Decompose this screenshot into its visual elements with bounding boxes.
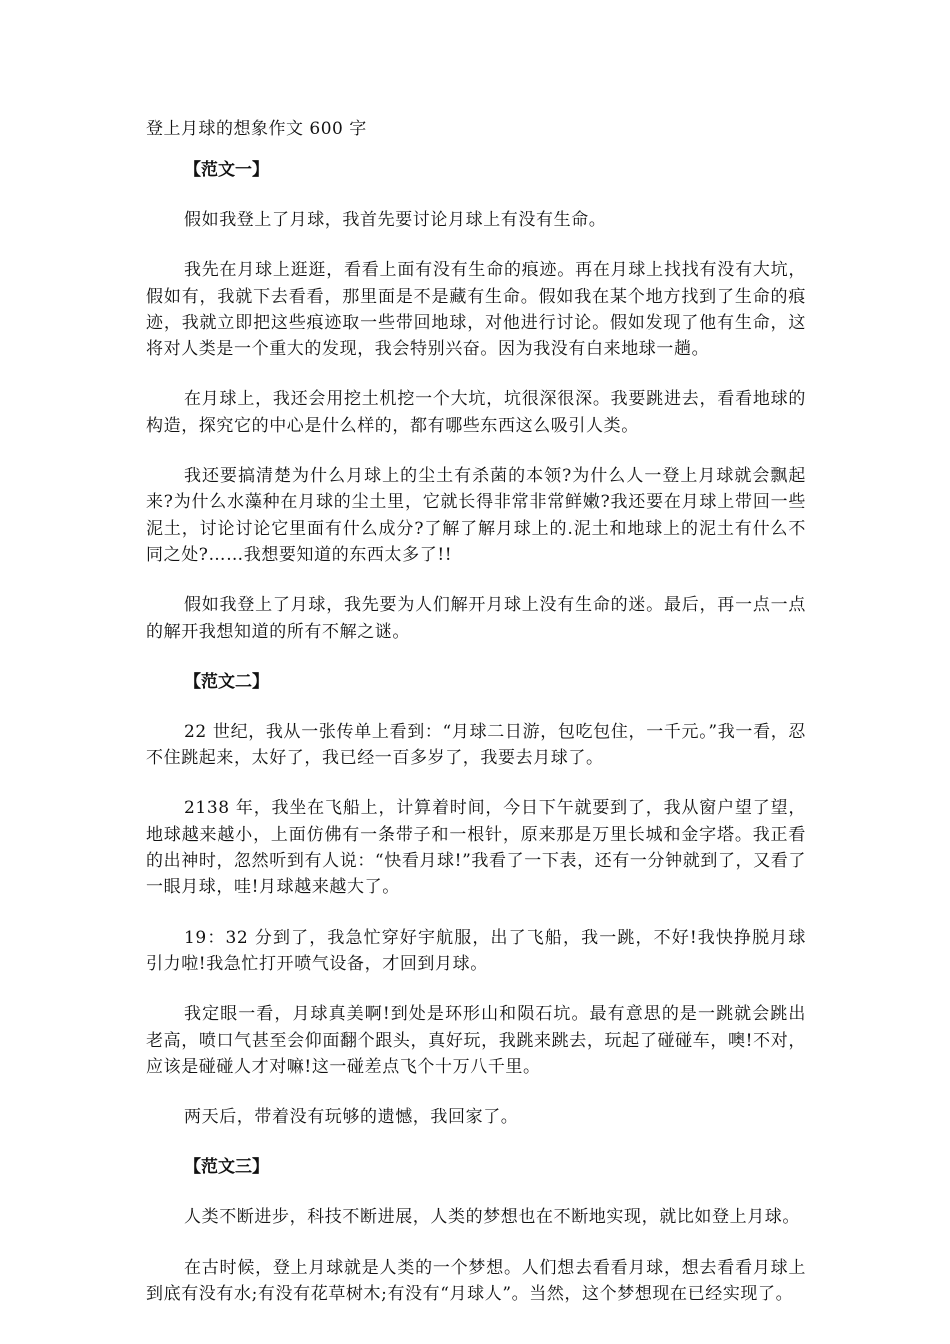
paragraph: 两天后，带着没有玩够的遗憾，我回家了。 (184, 1107, 519, 1128)
paragraph: 2138 年，我坐在飞船上，计算着时间，今日下午就要到了，我从窗户望了望，地球越来越小，上面仿佛有一条带子和一根针，原来那是万里长城和金字塔。我正看的出神时，忽然听到有人说：“快看月球!”我看了一下表，还有一分钟就到了，又看了一眼月球，哇!月球越来越大了。 (146, 798, 806, 898)
paragraph: 假如我登上了月球，我先要为人们解开月球上没有生命的迷。最后，再一点一点的解开我想知道的所有不解之谜。 (146, 595, 806, 642)
paragraph: 在古时候，登上月球就是人类的一个梦想。人们想去看看月球，想去看看月球上到底有没有水;有没有花草树木;有没有“月球人”。当然，这个梦想现在已经实现了。 (146, 1257, 806, 1305)
paragraph: 22 世纪，我从一张传单上看到：“月球二日游，包吃包住，一千元。”我一看，忍不住跳起来，太好了，我已经一百多岁了，我要去月球了。 (146, 721, 806, 769)
paragraph: 人类不断进步，科技不断进展，人类的梦想也在不断地实现，就比如登上月球。 (184, 1207, 800, 1228)
section-1 (146, 157, 806, 645)
document-body (146, 157, 806, 1331)
section-heading: 【范文二】 (184, 671, 269, 692)
section-3 (146, 1154, 806, 1307)
paragraph: 我还要搞清楚为什么月球上的尘土有杀菌的本领?为什么人一登上月球就会飘起来?为什么水藻种在月球的尘土里，它就长得非常非常鲜嫩?我还要在月球上带回一些泥土，讨论讨论它里面有什么成分?了解了解月球上的.泥土和地球上的泥土有什么不同之处?……我想要知道的东西太多了!! (146, 466, 806, 565)
section-2 (146, 669, 806, 1131)
section-heading: 【范文三】 (184, 1157, 269, 1178)
paragraph: 在月球上，我还会用挖土机挖一个大坑，坑很深很深。我要跳进去，看看地球的构造，探究它的中心是什么样的，都有哪些东西这么吸引人类。 (146, 389, 806, 436)
document-title: 登上月球的想象作文 600 字 (146, 119, 367, 139)
paragraph: 19：32 分到了，我急忙穿好宇航服，出了飞船，我一跳，不好!我快挣脱月球引力啦!我急忙打开喷气设备，才回到月球。 (146, 927, 806, 974)
paragraph: 假如我登上了月球，我首先要讨论月球上有没有生命。 (184, 210, 607, 230)
paragraph: 我定眼一看，月球真美啊!到处是环形山和陨石坑。最有意思的是一跳就会跳出老高，喷口气甚至会仰面翻个跟头，真好玩，我跳来跳去，玩起了碰碰车，噢!不对，应该是碰碰人才对嘛!这一碰差点飞个十万八千里。 (146, 1004, 806, 1077)
paragraph: 我先在月球上逛逛，看看上面有没有生命的痕迹。再在月球上找找有没有大坑，假如有，我就下去看看，那里面是不是藏有生命。假如我在某个地方找到了生命的痕迹，我就立即把这些痕迹取一些带回地球，对他进行讨论。假如发现了他有生命，这将对人类是一个重大的发现，我会特别兴奋。因为我没有白来地球一趟。 (146, 260, 806, 360)
section-heading: 【范文一】 (184, 160, 269, 180)
